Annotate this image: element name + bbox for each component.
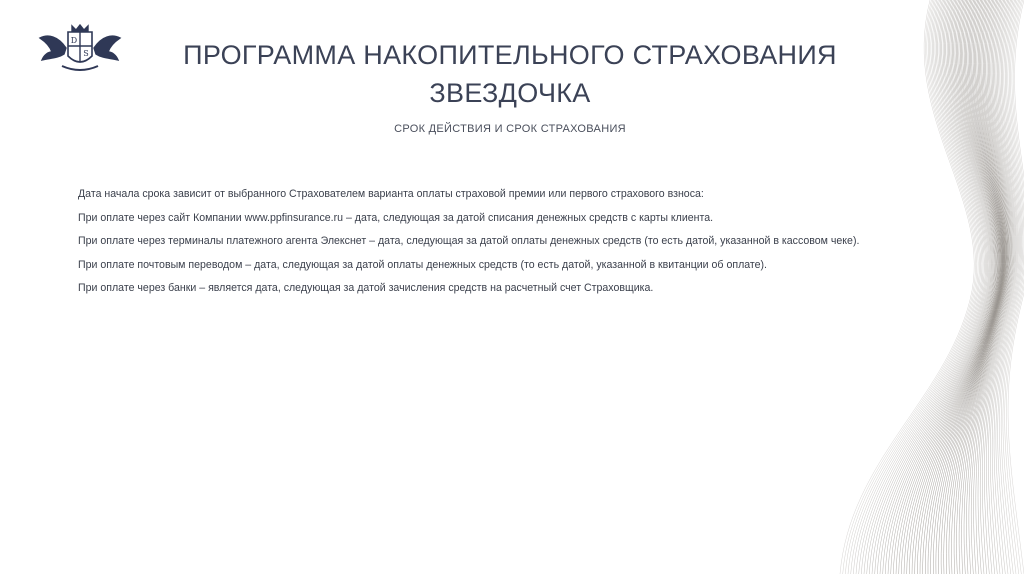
wave-line <box>901 0 998 574</box>
wave-line <box>859 0 983 574</box>
slide-subtitle: СРОК ДЕЙСТВИЯ И СРОК СТРАХОВАНИЯ <box>394 123 626 135</box>
paragraph-banks: При оплате через банки – является дата, следующая за датой зачисления средств на расчетный счет Страховщика. <box>78 282 654 294</box>
paragraph-terminals: При оплате через терминалы платежного агента Элекснет – дата, следующая за датой оплаты денежных средств (то есть датой, указанной в кассовом чеке). <box>78 235 860 247</box>
slide-title <box>150 36 870 112</box>
paragraph-post: При оплате почтовым переводом – дата, следующая за датой оплаты денежных средств (то есть датой, указанной в квитанции об оплате). <box>78 258 768 271</box>
wave-line <box>856 0 982 574</box>
decorative-wave-lines <box>820 0 1024 574</box>
logo-letter-s: S <box>83 49 89 58</box>
body-text <box>78 183 868 301</box>
wave-line <box>840 0 974 574</box>
paragraph-intro: Дата начала срока зависит от выбранного Страхователем варианта оплаты страховой премии или первого страхового взноса: <box>78 188 704 200</box>
paragraph-site: При оплате через сайт Компании www.ppfinsurance.ru – дата, следующая за датой списания денежных средств с карты клиента. <box>78 211 714 224</box>
logo-letter-d: D <box>70 36 78 45</box>
wave-line <box>888 0 995 574</box>
title-line-2: ЗВЕЗДОЧКА <box>429 78 591 108</box>
title-line-1: ПРОГРАММА НАКОПИТЕЛЬНОГО СТРАХОВАНИЯ <box>183 40 837 70</box>
company-logo <box>36 22 124 74</box>
wave-line <box>843 0 976 574</box>
